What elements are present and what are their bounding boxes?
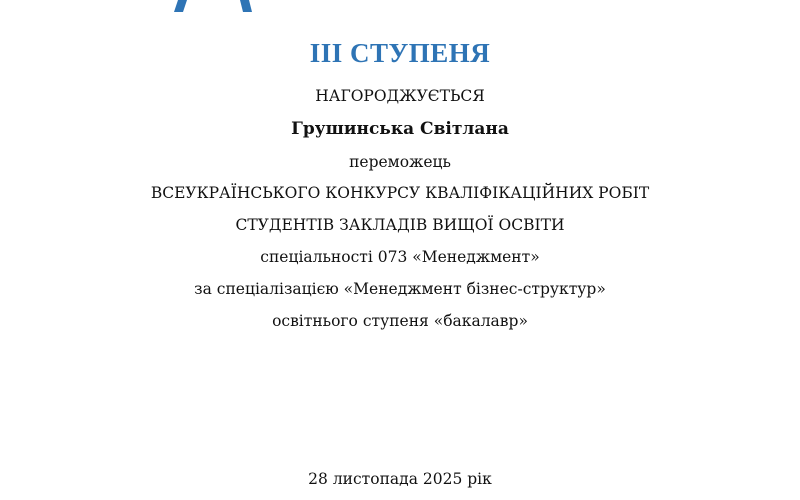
contest-line-2: СТУДЕНТІВ ЗАКЛАДІВ ВИЩОЇ ОСВІТИ xyxy=(235,216,565,234)
recipient-name: Грушинська Світлана xyxy=(291,119,509,139)
education-level: освітнього ступеня «бакалавр» xyxy=(272,312,528,330)
specialty: спеціальності 073 «Менеджмент» xyxy=(260,248,540,266)
specialization: за спеціалізацією «Менеджмент бізнес-структур» xyxy=(194,280,606,298)
award-date: 28 листопада 2025 рік xyxy=(308,470,492,488)
awarded-label: НАГОРОДЖУЄТЬСЯ xyxy=(315,87,485,105)
role-label: переможець xyxy=(349,153,451,171)
contest-line-1: ВСЕУКРАЇНСЬКОГО КОНКУРСУ КВАЛІФІКАЦІЙНИХ РОБІТ xyxy=(150,184,650,202)
diploma-degree: III СТУПЕНЯ xyxy=(309,38,491,68)
diploma-heading-letter-fragment xyxy=(170,0,260,14)
